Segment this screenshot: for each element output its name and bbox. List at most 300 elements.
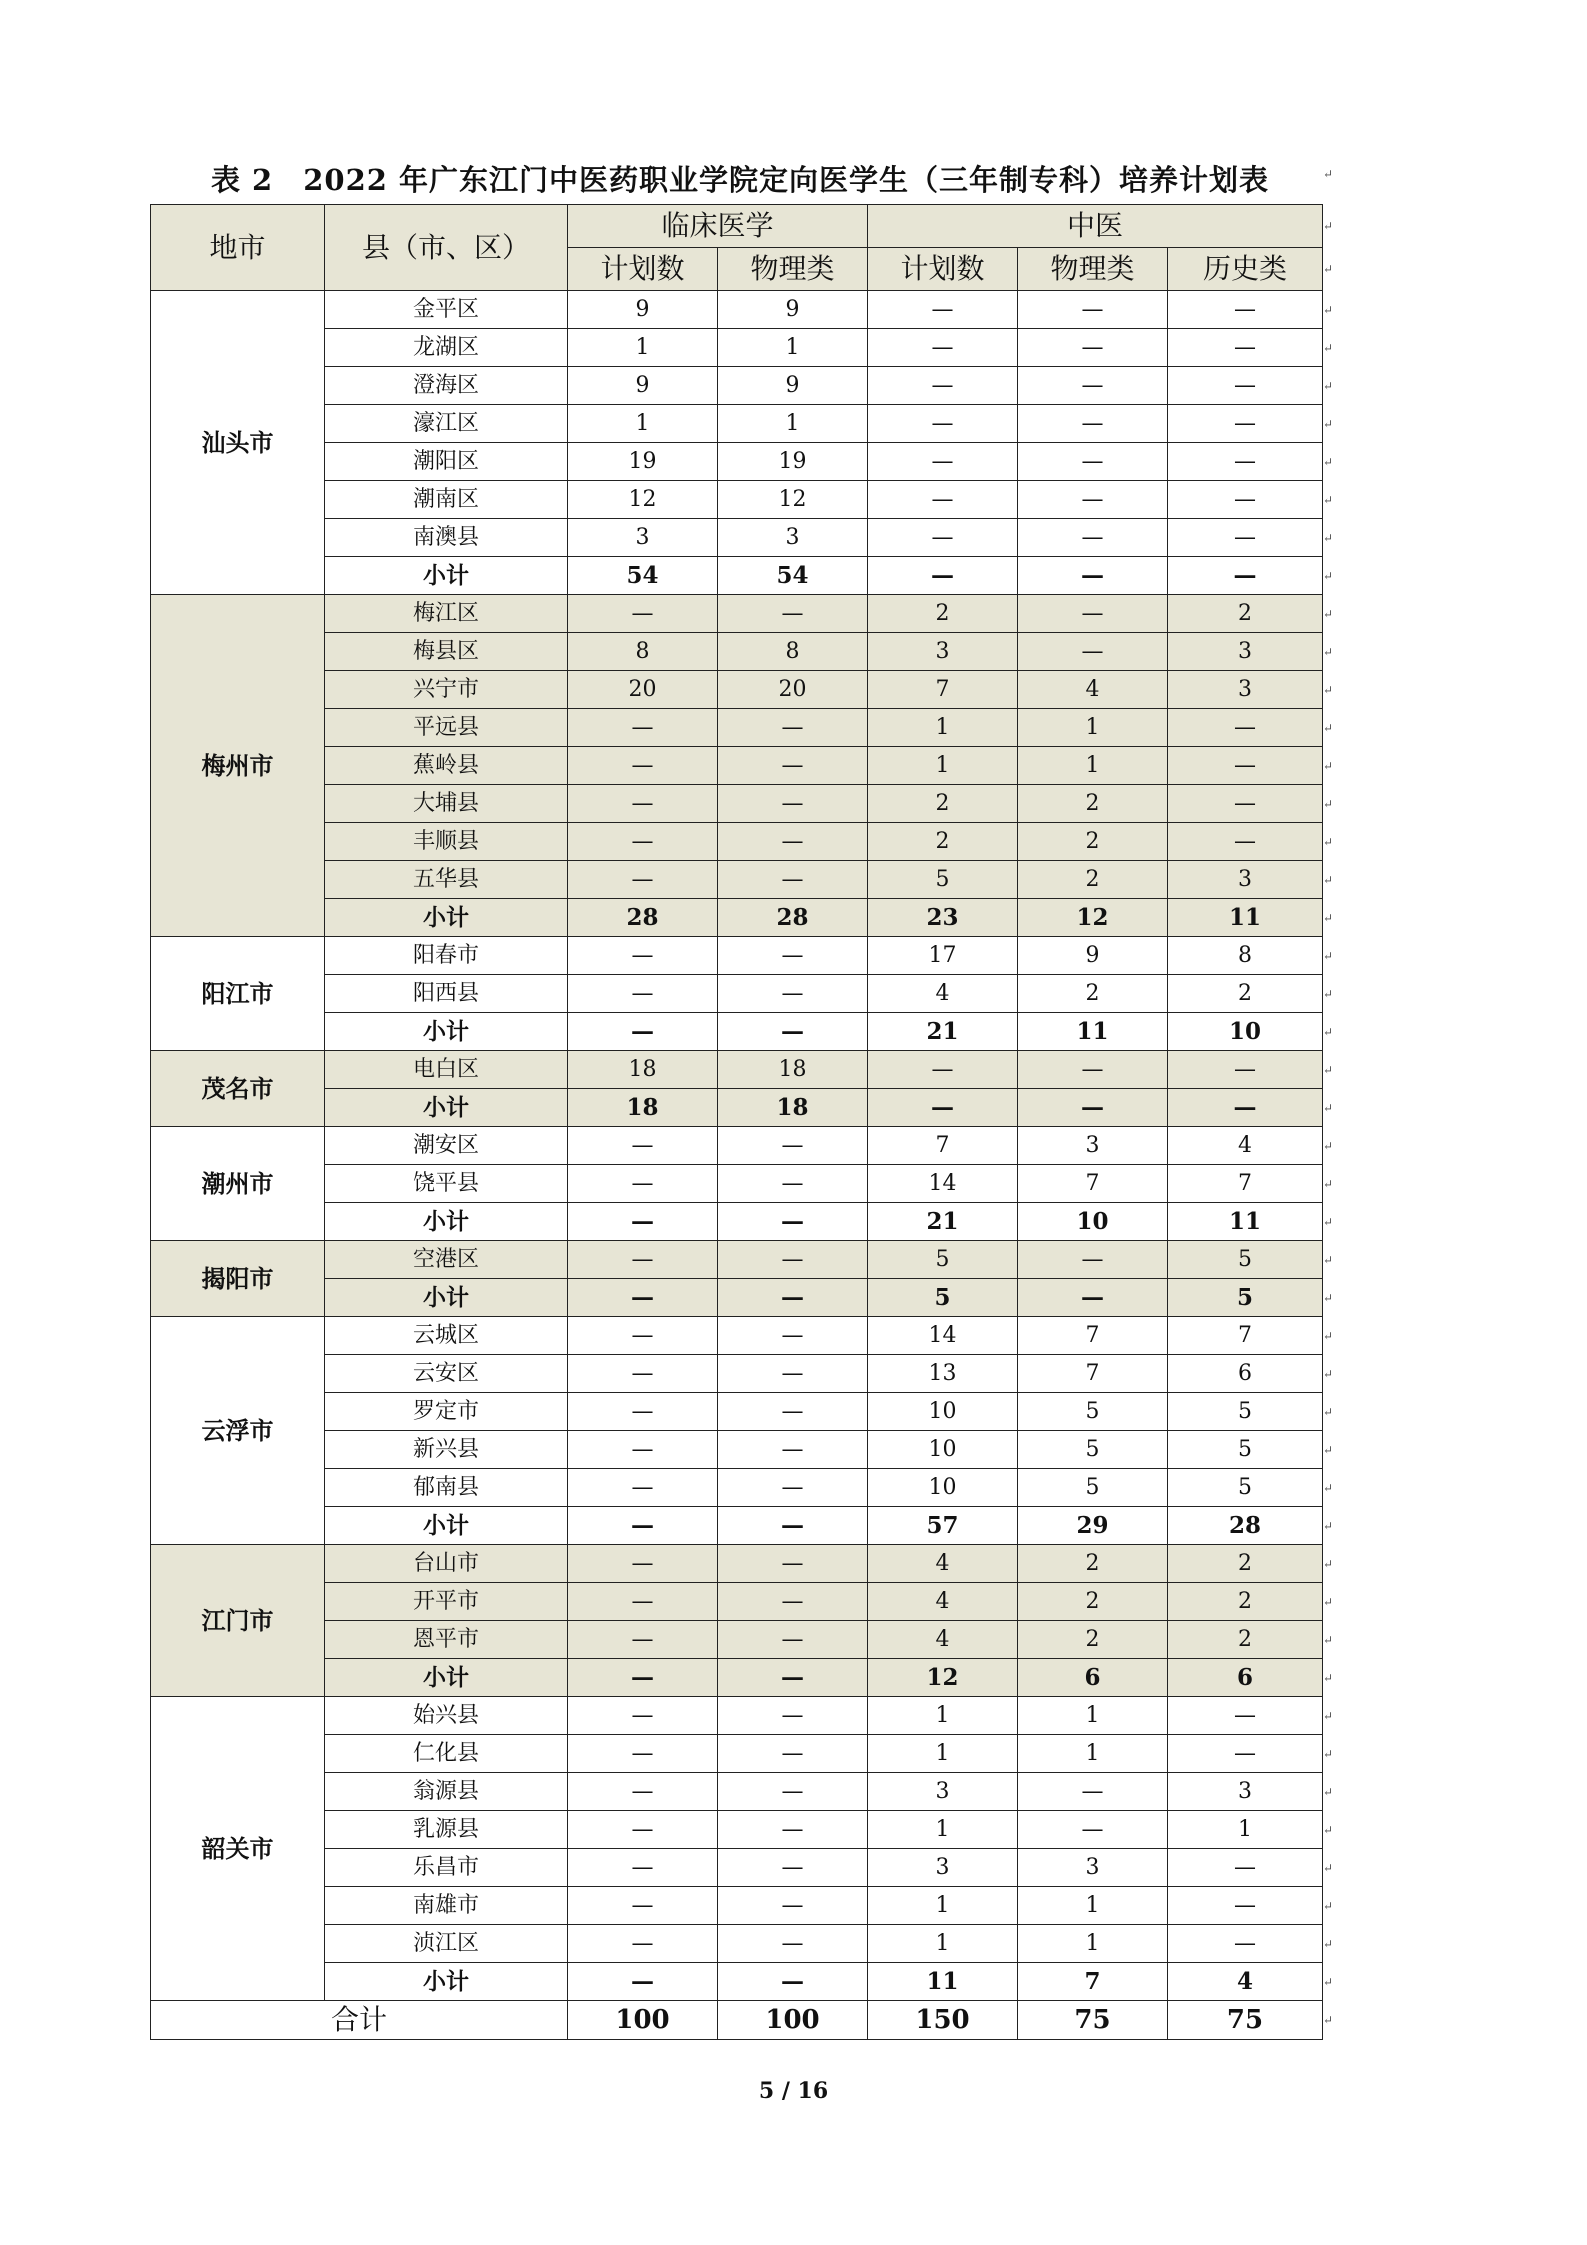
- tcm-history-cell: —: [1168, 1089, 1323, 1127]
- paragraph-mark-icon: ↵: [1323, 911, 1334, 925]
- clinical-physics-cell: 3: [718, 519, 868, 557]
- tcm-physics-cell: —: [1018, 1811, 1168, 1849]
- table-row: [151, 1165, 1323, 1203]
- tcm-physics-cell: 4: [1018, 671, 1168, 709]
- tcm-history-cell: 28: [1168, 1507, 1323, 1545]
- tcm-physics-cell: 2: [1018, 823, 1168, 861]
- county-name-cell: 丰顺县: [325, 823, 568, 861]
- header-clinical-plan: 计划数: [568, 248, 718, 291]
- table-row: [151, 1735, 1323, 1773]
- clinical-plan-cell: 19: [568, 443, 718, 481]
- tcm-physics-cell: 7: [1018, 1165, 1168, 1203]
- county-name-cell: 小计: [325, 557, 568, 595]
- table-row: [151, 1583, 1323, 1621]
- clinical-plan-cell: —: [568, 1507, 718, 1545]
- county-name-cell: 大埔县: [325, 785, 568, 823]
- county-name-cell: 开平市: [325, 1583, 568, 1621]
- tcm-physics-cell: 5: [1018, 1431, 1168, 1469]
- tcm-history-cell: —: [1168, 557, 1323, 595]
- tcm-physics-cell: 5: [1018, 1469, 1168, 1507]
- paragraph-mark-icon: ↵: [1323, 683, 1334, 697]
- table-row: [151, 671, 1323, 709]
- table-row: [151, 975, 1323, 1013]
- county-name-cell: 始兴县: [325, 1697, 568, 1735]
- county-name-cell: 小计: [325, 1507, 568, 1545]
- clinical-plan-cell: 9: [568, 291, 718, 329]
- county-name-cell: 阳春市: [325, 937, 568, 975]
- tcm-physics-cell: 7: [1018, 1355, 1168, 1393]
- tcm-physics-cell: 29: [1018, 1507, 1168, 1545]
- tcm-physics-cell: 2: [1018, 861, 1168, 899]
- tcm-history-cell: 2: [1168, 1583, 1323, 1621]
- paragraph-mark-icon: ↵: [1323, 1785, 1334, 1799]
- city-name-cell: 茂名市: [151, 1051, 325, 1127]
- grand-total-label: 合计: [151, 2001, 568, 2040]
- clinical-plan-cell: 18: [568, 1051, 718, 1089]
- clinical-physics-cell: —: [718, 1621, 868, 1659]
- paragraph-mark-icon: ↵: [1323, 1329, 1334, 1343]
- tcm-history-cell: —: [1168, 1887, 1323, 1925]
- county-name-cell: 云城区: [325, 1317, 568, 1355]
- tcm-history-cell: 11: [1168, 1203, 1323, 1241]
- clinical-plan-cell: —: [568, 1279, 718, 1317]
- table-row: [151, 861, 1323, 899]
- tcm-plan-cell: 2: [868, 785, 1018, 823]
- table-row: [151, 481, 1323, 519]
- clinical-plan-cell: 8: [568, 633, 718, 671]
- tcm-physics-cell: 1: [1018, 709, 1168, 747]
- clinical-physics-cell: 18: [718, 1051, 868, 1089]
- tcm-plan-cell: 10: [868, 1431, 1018, 1469]
- paragraph-mark-icon: ↵: [1323, 1595, 1334, 1609]
- clinical-physics-cell: —: [718, 1317, 868, 1355]
- tcm-history-cell: —: [1168, 785, 1323, 823]
- clinical-plan-cell: —: [568, 1583, 718, 1621]
- paragraph-mark-icon: ↵: [1323, 493, 1334, 507]
- clinical-plan-cell: —: [568, 1621, 718, 1659]
- table-row: [151, 519, 1323, 557]
- tcm-history-cell: 11: [1168, 899, 1323, 937]
- tcm-plan-cell: —: [868, 481, 1018, 519]
- clinical-plan-cell: —: [568, 1925, 718, 1963]
- tcm-physics-cell: 11: [1018, 1013, 1168, 1051]
- clinical-physics-cell: —: [718, 1507, 868, 1545]
- city-name-cell: 阳江市: [151, 937, 325, 1051]
- tcm-plan-cell: 2: [868, 595, 1018, 633]
- tcm-plan-cell: 2: [868, 823, 1018, 861]
- clinical-plan-cell: —: [568, 937, 718, 975]
- paragraph-mark-icon: ↵: [1323, 987, 1334, 1001]
- tcm-plan-cell: —: [868, 1051, 1018, 1089]
- clinical-plan-cell: 12: [568, 481, 718, 519]
- county-name-cell: 潮南区: [325, 481, 568, 519]
- clinical-physics-cell: 28: [718, 899, 868, 937]
- clinical-physics-cell: 12: [718, 481, 868, 519]
- tcm-physics-cell: 1: [1018, 1925, 1168, 1963]
- clinical-plan-cell: 1: [568, 329, 718, 367]
- county-name-cell: 云安区: [325, 1355, 568, 1393]
- clinical-physics-cell: 20: [718, 671, 868, 709]
- tcm-physics-cell: —: [1018, 1051, 1168, 1089]
- clinical-plan-cell: 28: [568, 899, 718, 937]
- paragraph-mark-icon: ↵: [1323, 645, 1334, 659]
- tcm-plan-cell: 3: [868, 1773, 1018, 1811]
- paragraph-mark-icon: ↵: [1323, 607, 1334, 621]
- tcm-plan-cell: 4: [868, 1583, 1018, 1621]
- tcm-history-cell: 5: [1168, 1393, 1323, 1431]
- county-name-cell: 小计: [325, 899, 568, 937]
- city-name-cell: 汕头市: [151, 291, 325, 595]
- paragraph-mark-icon: ↵: [1323, 949, 1334, 963]
- tcm-physics-cell: 2: [1018, 1545, 1168, 1583]
- clinical-physics-cell: 8: [718, 633, 868, 671]
- county-name-cell: 潮安区: [325, 1127, 568, 1165]
- clinical-plan-cell: —: [568, 1431, 718, 1469]
- table-row: [151, 1317, 1323, 1355]
- tcm-plan-cell: —: [868, 329, 1018, 367]
- clinical-plan-cell: —: [568, 1355, 718, 1393]
- city-name-cell: 潮州市: [151, 1127, 325, 1241]
- tcm-physics-cell: —: [1018, 367, 1168, 405]
- tcm-history-cell: —: [1168, 405, 1323, 443]
- tcm-physics-cell: 2: [1018, 975, 1168, 1013]
- paragraph-mark-icon: ↵: [1323, 835, 1334, 849]
- table-row: [151, 1393, 1323, 1431]
- tcm-history-cell: 5: [1168, 1279, 1323, 1317]
- table-header: [151, 205, 1323, 291]
- tcm-history-cell: —: [1168, 1735, 1323, 1773]
- clinical-physics-cell: —: [718, 1279, 868, 1317]
- header-clinical-physics: 物理类: [718, 248, 868, 291]
- clinical-plan-cell: —: [568, 1203, 718, 1241]
- clinical-physics-cell: 18: [718, 1089, 868, 1127]
- tcm-history-cell: 2: [1168, 975, 1323, 1013]
- tcm-physics-cell: —: [1018, 1279, 1168, 1317]
- tcm-history-cell: —: [1168, 1051, 1323, 1089]
- table-row: [151, 1431, 1323, 1469]
- table-row: [151, 937, 1323, 975]
- clinical-physics-cell: —: [718, 1659, 868, 1697]
- tcm-history-cell: 7: [1168, 1165, 1323, 1203]
- paragraph-mark-icon: ↵: [1323, 1823, 1334, 1837]
- tcm-plan-cell: 1: [868, 1811, 1018, 1849]
- tcm-history-cell: 5: [1168, 1241, 1323, 1279]
- county-name-cell: 饶平县: [325, 1165, 568, 1203]
- clinical-plan-cell: —: [568, 595, 718, 633]
- paragraph-mark-icon: ↵: [1323, 759, 1334, 773]
- header-tcm: 中医: [868, 205, 1323, 248]
- city-name-cell: 梅州市: [151, 595, 325, 937]
- tcm-history-cell: 3: [1168, 1773, 1323, 1811]
- table-row: [151, 709, 1323, 747]
- tcm-plan-cell: —: [868, 557, 1018, 595]
- paragraph-mark-icon: ↵: [1323, 531, 1334, 545]
- tcm-physics-cell: 1: [1018, 747, 1168, 785]
- tcm-physics-cell: —: [1018, 1773, 1168, 1811]
- tcm-physics-cell: 3: [1018, 1127, 1168, 1165]
- tcm-history-cell: —: [1168, 709, 1323, 747]
- page-number: 5 / 16: [758, 2078, 829, 2104]
- tcm-plan-cell: 17: [868, 937, 1018, 975]
- paragraph-mark-icon: ↵: [1323, 1899, 1334, 1913]
- clinical-physics-cell: —: [718, 595, 868, 633]
- tcm-history-cell: —: [1168, 1697, 1323, 1735]
- paragraph-mark-icon: ↵: [1323, 379, 1334, 393]
- clinical-physics-cell: —: [718, 1393, 868, 1431]
- paragraph-mark-icon: ↵: [1323, 1519, 1334, 1533]
- clinical-plan-cell: —: [568, 747, 718, 785]
- clinical-physics-cell: 1: [718, 329, 868, 367]
- tcm-plan-cell: 3: [868, 1849, 1018, 1887]
- table-row: [151, 823, 1323, 861]
- tcm-history-cell: 3: [1168, 671, 1323, 709]
- tcm-physics-cell: —: [1018, 557, 1168, 595]
- paragraph-mark-icon: ↵: [1323, 797, 1334, 811]
- tcm-physics-cell: 10: [1018, 1203, 1168, 1241]
- tcm-plan-cell: 14: [868, 1165, 1018, 1203]
- paragraph-mark-icon: ↵: [1323, 1633, 1334, 1647]
- county-name-cell: 乐昌市: [325, 1849, 568, 1887]
- total-tcm-physics-cell: 75: [1018, 2001, 1168, 2040]
- county-name-cell: 澄海区: [325, 367, 568, 405]
- tcm-plan-cell: —: [868, 443, 1018, 481]
- paragraph-mark-icon: ↵: [1323, 1709, 1334, 1723]
- tcm-plan-cell: 10: [868, 1469, 1018, 1507]
- clinical-physics-cell: 9: [718, 367, 868, 405]
- paragraph-mark-icon: ↵: [1323, 1367, 1334, 1381]
- tcm-physics-cell: 6: [1018, 1659, 1168, 1697]
- tcm-plan-cell: —: [868, 519, 1018, 557]
- tcm-physics-cell: 2: [1018, 1583, 1168, 1621]
- county-name-cell: 小计: [325, 1279, 568, 1317]
- paragraph-mark-icon: ↵: [1323, 1101, 1334, 1115]
- paragraph-mark-icon: ↵: [1323, 721, 1334, 735]
- tcm-physics-cell: 1: [1018, 1887, 1168, 1925]
- tcm-history-cell: —: [1168, 747, 1323, 785]
- tcm-physics-cell: —: [1018, 291, 1168, 329]
- paragraph-mark-icon: ↵: [1323, 303, 1334, 317]
- clinical-plan-cell: —: [568, 1811, 718, 1849]
- tcm-plan-cell: 1: [868, 1925, 1018, 1963]
- tcm-plan-cell: —: [868, 1089, 1018, 1127]
- county-name-cell: 平远县: [325, 709, 568, 747]
- clinical-physics-cell: —: [718, 975, 868, 1013]
- clinical-plan-cell: —: [568, 1773, 718, 1811]
- tcm-history-cell: 2: [1168, 1545, 1323, 1583]
- clinical-plan-cell: —: [568, 1241, 718, 1279]
- clinical-plan-cell: —: [568, 1963, 718, 2001]
- paragraph-mark-icon: ↵: [1323, 1291, 1334, 1305]
- county-name-cell: 小计: [325, 1659, 568, 1697]
- tcm-plan-cell: 5: [868, 861, 1018, 899]
- county-name-cell: 仁化县: [325, 1735, 568, 1773]
- county-name-cell: 濠江区: [325, 405, 568, 443]
- clinical-physics-cell: 54: [718, 557, 868, 595]
- subtotal-row: [151, 1013, 1323, 1051]
- tcm-history-cell: 5: [1168, 1469, 1323, 1507]
- clinical-physics-cell: —: [718, 1735, 868, 1773]
- clinical-plan-cell: —: [568, 1393, 718, 1431]
- paragraph-mark-icon: ↵: [1323, 1747, 1334, 1761]
- paragraph-mark-icon: ↵: [1323, 1139, 1334, 1153]
- city-name-cell: 云浮市: [151, 1317, 325, 1545]
- tcm-plan-cell: 57: [868, 1507, 1018, 1545]
- clinical-physics-cell: —: [718, 1431, 868, 1469]
- table-row: [151, 1849, 1323, 1887]
- clinical-plan-cell: —: [568, 1887, 718, 1925]
- tcm-plan-cell: 4: [868, 1545, 1018, 1583]
- clinical-plan-cell: —: [568, 1127, 718, 1165]
- table-row: [151, 1355, 1323, 1393]
- clinical-physics-cell: —: [718, 861, 868, 899]
- tcm-history-cell: 2: [1168, 595, 1323, 633]
- paragraph-mark-icon: ↵: [1323, 1025, 1334, 1039]
- county-name-cell: 罗定市: [325, 1393, 568, 1431]
- subtotal-row: [151, 899, 1323, 937]
- clinical-physics-cell: —: [718, 1241, 868, 1279]
- clinical-physics-cell: —: [718, 1887, 868, 1925]
- table-row: [151, 1887, 1323, 1925]
- tcm-plan-cell: 11: [868, 1963, 1018, 2001]
- tcm-physics-cell: 12: [1018, 899, 1168, 937]
- total-tcm-history-cell: 75: [1168, 2001, 1323, 2040]
- grand-total-row: [151, 2001, 1323, 2040]
- tcm-physics-cell: 5: [1018, 1393, 1168, 1431]
- tcm-plan-cell: 1: [868, 1887, 1018, 1925]
- paragraph-mark-icon: ↵: [1323, 1215, 1334, 1229]
- tcm-plan-cell: 4: [868, 975, 1018, 1013]
- tcm-plan-cell: 3: [868, 633, 1018, 671]
- tcm-plan-cell: 7: [868, 1127, 1018, 1165]
- tcm-physics-cell: —: [1018, 481, 1168, 519]
- clinical-plan-cell: —: [568, 1165, 718, 1203]
- tcm-history-cell: 2: [1168, 1621, 1323, 1659]
- tcm-history-cell: 4: [1168, 1127, 1323, 1165]
- clinical-physics-cell: —: [718, 1013, 868, 1051]
- clinical-plan-cell: —: [568, 1317, 718, 1355]
- tcm-history-cell: 3: [1168, 633, 1323, 671]
- county-name-cell: 郁南县: [325, 1469, 568, 1507]
- table-row: [151, 1051, 1323, 1089]
- tcm-physics-cell: 7: [1018, 1963, 1168, 2001]
- clinical-physics-cell: —: [718, 1127, 868, 1165]
- clinical-plan-cell: —: [568, 1545, 718, 1583]
- tcm-history-cell: 1: [1168, 1811, 1323, 1849]
- table-body: [151, 291, 1323, 2040]
- clinical-physics-cell: —: [718, 1355, 868, 1393]
- clinical-plan-cell: 1: [568, 405, 718, 443]
- subtotal-row: [151, 1279, 1323, 1317]
- clinical-plan-cell: —: [568, 1659, 718, 1697]
- clinical-physics-cell: —: [718, 1469, 868, 1507]
- county-name-cell: 阳西县: [325, 975, 568, 1013]
- county-name-cell: 小计: [325, 1963, 568, 2001]
- city-name-cell: 揭阳市: [151, 1241, 325, 1317]
- city-name-cell: 韶关市: [151, 1697, 325, 2001]
- tcm-history-cell: 7: [1168, 1317, 1323, 1355]
- table-row: [151, 1697, 1323, 1735]
- county-name-cell: 台山市: [325, 1545, 568, 1583]
- paragraph-mark-icon: ↵: [1323, 2013, 1334, 2027]
- tcm-physics-cell: 7: [1018, 1317, 1168, 1355]
- table-title: 表 2 2022 年广东江门中医药职业学院定向医学生（三年制专科）培养计划表: [210, 163, 1270, 197]
- training-plan-table: [150, 204, 1323, 2040]
- tcm-plan-cell: 13: [868, 1355, 1018, 1393]
- tcm-plan-cell: 1: [868, 709, 1018, 747]
- county-name-cell: 小计: [325, 1203, 568, 1241]
- tcm-history-cell: 3: [1168, 861, 1323, 899]
- clinical-plan-cell: —: [568, 1735, 718, 1773]
- county-name-cell: 南雄市: [325, 1887, 568, 1925]
- tcm-history-cell: 5: [1168, 1431, 1323, 1469]
- paragraph-mark-icon: ↵: [1323, 1443, 1334, 1457]
- header-tcm-history: 历史类: [1168, 248, 1323, 291]
- subtotal-row: [151, 1089, 1323, 1127]
- clinical-physics-cell: —: [718, 1165, 868, 1203]
- clinical-plan-cell: 18: [568, 1089, 718, 1127]
- county-name-cell: 恩平市: [325, 1621, 568, 1659]
- table-row: [151, 747, 1323, 785]
- tcm-history-cell: 10: [1168, 1013, 1323, 1051]
- paragraph-mark-icon: ↵: [1323, 262, 1334, 276]
- clinical-plan-cell: 3: [568, 519, 718, 557]
- county-name-cell: 潮阳区: [325, 443, 568, 481]
- clinical-plan-cell: 54: [568, 557, 718, 595]
- tcm-history-cell: 4: [1168, 1963, 1323, 2001]
- clinical-physics-cell: —: [718, 1811, 868, 1849]
- paragraph-mark-icon: ↵: [1323, 1671, 1334, 1685]
- table-row: [151, 1127, 1323, 1165]
- clinical-plan-cell: —: [568, 1697, 718, 1735]
- tcm-plan-cell: —: [868, 405, 1018, 443]
- county-name-cell: 小计: [325, 1013, 568, 1051]
- tcm-history-cell: —: [1168, 481, 1323, 519]
- tcm-plan-cell: —: [868, 291, 1018, 329]
- clinical-physics-cell: —: [718, 709, 868, 747]
- tcm-history-cell: —: [1168, 291, 1323, 329]
- county-name-cell: 兴宁市: [325, 671, 568, 709]
- tcm-plan-cell: 5: [868, 1241, 1018, 1279]
- table-row: [151, 367, 1323, 405]
- tcm-physics-cell: —: [1018, 633, 1168, 671]
- tcm-plan-cell: 12: [868, 1659, 1018, 1697]
- paragraph-mark-icon: ↵: [1323, 873, 1334, 887]
- clinical-plan-cell: 9: [568, 367, 718, 405]
- paragraph-mark-icon: ↵: [1323, 167, 1334, 181]
- table-row: [151, 633, 1323, 671]
- clinical-physics-cell: —: [718, 1963, 868, 2001]
- tcm-history-cell: —: [1168, 823, 1323, 861]
- clinical-plan-cell: —: [568, 823, 718, 861]
- paragraph-mark-icon: ↵: [1323, 1253, 1334, 1267]
- clinical-physics-cell: —: [718, 747, 868, 785]
- tcm-physics-cell: —: [1018, 443, 1168, 481]
- tcm-physics-cell: 2: [1018, 785, 1168, 823]
- tcm-history-cell: 6: [1168, 1355, 1323, 1393]
- subtotal-row: [151, 557, 1323, 595]
- table-row: [151, 405, 1323, 443]
- tcm-physics-cell: —: [1018, 519, 1168, 557]
- tcm-plan-cell: 1: [868, 1697, 1018, 1735]
- clinical-plan-cell: —: [568, 1849, 718, 1887]
- clinical-physics-cell: 19: [718, 443, 868, 481]
- tcm-plan-cell: 10: [868, 1393, 1018, 1431]
- tcm-history-cell: —: [1168, 329, 1323, 367]
- table-row: [151, 291, 1323, 329]
- county-name-cell: 翁源县: [325, 1773, 568, 1811]
- header-tcm-physics: 物理类: [1018, 248, 1168, 291]
- paragraph-mark-icon: ↵: [1323, 219, 1334, 233]
